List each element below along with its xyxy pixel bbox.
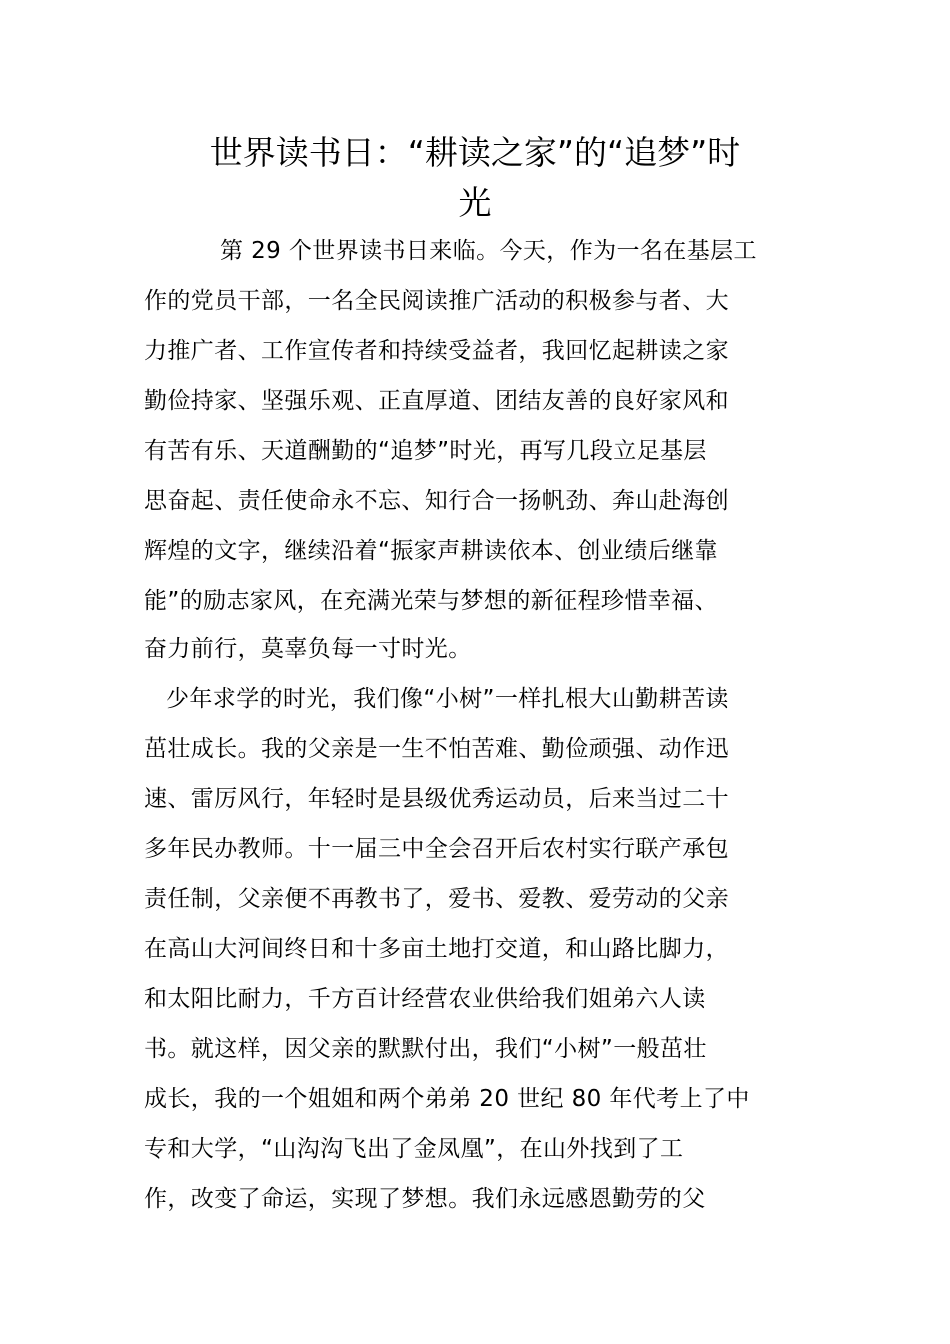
paragraph-1-line-2: 作的党员干部，一名全民阅读推广活动的积极参与者、大: [144, 288, 729, 314]
paragraph-2-line-10: 专和大学，“山沟沟飞出了金凤凰”，在山外找到了工: [144, 1136, 684, 1162]
paragraph-1-line-9: 奋力前行，莫辜负每一寸时光。: [144, 636, 472, 662]
paragraph-1-line-5: 有苦有乐、天道酬勤的“追梦”时光，再写几段立足基层: [144, 438, 707, 464]
document-title-line-2: 光: [458, 183, 492, 222]
paragraph-2-line-3: 速、雷厉风行，年轻时是县级优秀运动员，后来当过二十: [144, 786, 729, 812]
paragraph-2-line-7: 和太阳比耐力，千方百计经营农业供给我们姐弟六人读: [144, 986, 706, 1012]
paragraph-2-line-1: 少年求学的时光，我们像“小树”一样扎根大山勤耕苦读: [166, 686, 729, 712]
paragraph-2-line-6: 在高山大河间终日和十多亩土地打交道，和山路比脚力，: [144, 936, 729, 962]
paragraph-2-line-2: 茁壮成长。我的父亲是一生不怕苦难、勤俭顽强、动作迅: [144, 736, 729, 762]
paragraph-2-line-11: 作，改变了命运，实现了梦想。我们永远感恩勤劳的父: [144, 1186, 706, 1212]
paragraph-1-line-1: 第 29 个世界读书日来临。今天，作为一名在基层工: [220, 238, 757, 264]
paragraph-1-line-6: 思奋起、责任使命永不忘、知行合一扬帆劲、奔山赴海创: [144, 488, 729, 514]
paragraph-1-line-4: 勤俭持家、坚强乐观、正直厚道、团结友善的良好家风和: [144, 388, 729, 414]
document-title-line-1: 世界读书日：“耕读之家”的“追梦”时: [209, 133, 741, 172]
paragraph-1-line-7: 辉煌的文字，继续沿着“振家声耕读依本、创业绩后继靠: [144, 538, 718, 564]
paragraph-1-line-8: 能”的励志家风，在充满光荣与梦想的新征程珍惜幸福、: [144, 588, 718, 614]
paragraph-2-line-8: 书。就这样，因父亲的默默付出，我们“小树”一般茁壮: [144, 1036, 707, 1062]
paragraph-2-line-9: 成长，我的一个姐姐和两个弟弟 20 世纪 80 年代考上了中: [144, 1086, 750, 1112]
paragraph-2-line-5: 责任制，父亲便不再教书了，爱书、爱教、爱劳动的父亲: [144, 886, 729, 912]
paragraph-2-line-4: 多年民办教师。十一届三中全会召开后农村实行联产承包: [144, 836, 729, 862]
paragraph-1-line-3: 力推广者、工作宣传者和持续受益者，我回忆起耕读之家: [144, 338, 729, 364]
